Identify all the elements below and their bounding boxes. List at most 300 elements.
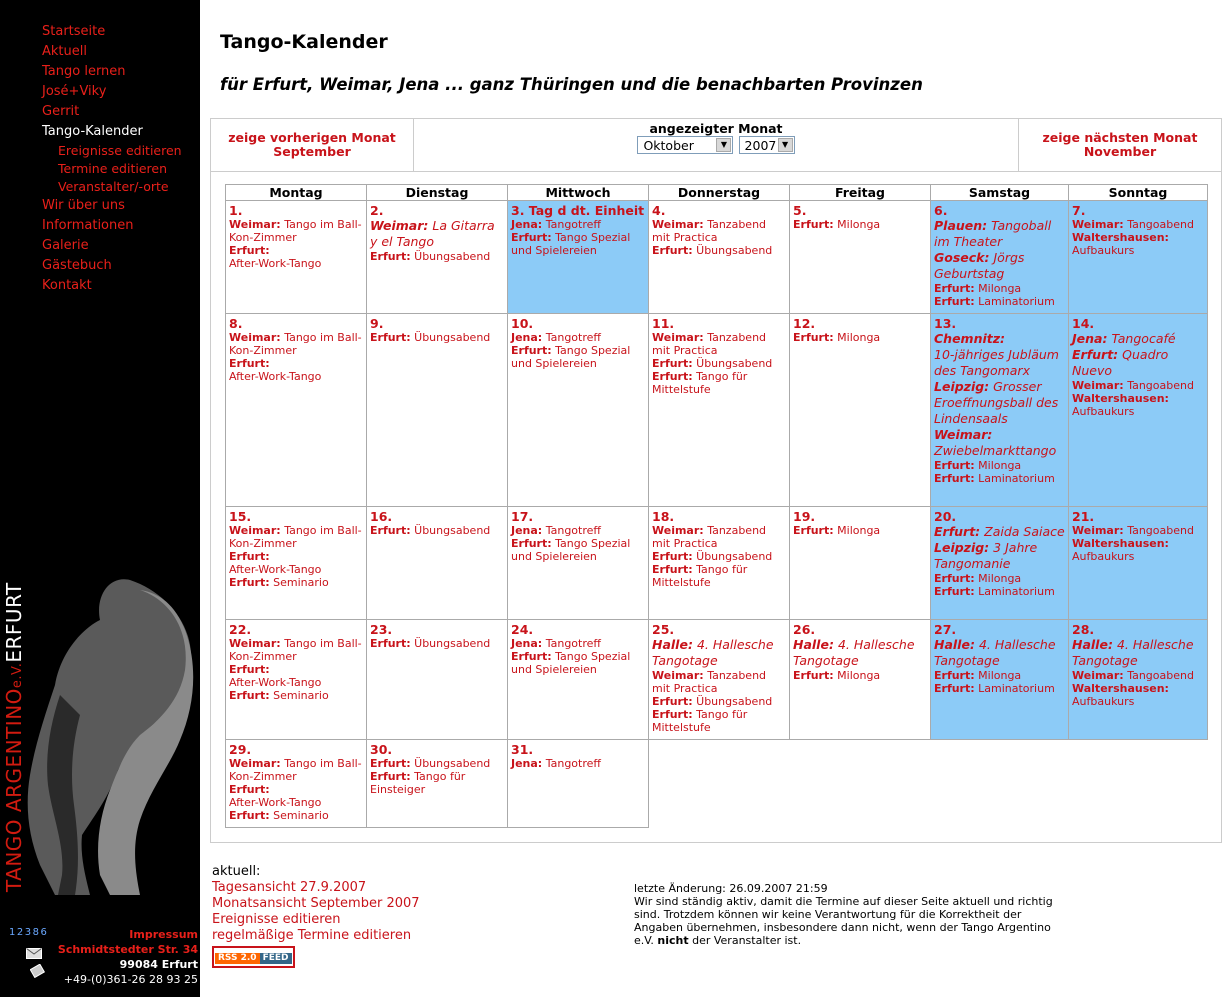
event-place: Erfurt: [934,295,975,308]
event-place: Weimar: [370,218,429,233]
nav-kontakt[interactable]: Kontakt [42,278,92,293]
calendar-week [226,740,1208,828]
event-place: Erfurt: [511,231,552,244]
event-entry[interactable] [511,231,645,257]
day-number[interactable]: 24. [511,622,534,637]
nav-gerrit[interactable]: Gerrit [42,104,80,119]
day-cell-weekend[interactable] [931,620,1069,740]
day-number[interactable]: 18. [652,509,675,524]
main-nav [42,22,182,296]
weekday-header: Donnerstag [649,185,790,201]
event-title: After-Work-Tango [229,370,322,383]
day-cell[interactable] [226,314,367,507]
nav-tango-lernen[interactable]: Tango lernen [42,64,126,79]
day-number[interactable]: 27. [934,622,957,637]
event-place: Erfurt: [229,689,270,702]
event-entry[interactable] [511,537,645,563]
edit-recurring-link[interactable]: regelmäßige Termine editieren [212,928,412,943]
disclaimer-text [634,895,1054,947]
event-title: After-Work-Tango [229,563,322,576]
event-entry[interactable] [652,331,786,357]
tango-dancers-silhouette [0,575,200,895]
event-place: Erfurt: [511,344,552,357]
day-cell-weekend[interactable] [1069,620,1208,740]
event-entry[interactable] [652,370,786,396]
day-number[interactable]: 26. [793,622,816,637]
weekday-header: Freitag [790,185,931,201]
event-place: Erfurt: [229,576,270,589]
brand-vertical [2,582,26,892]
impressum-link[interactable]: Impressum [129,928,198,941]
day-view-link[interactable]: Tagesansicht 27.9.2007 [212,880,367,895]
event-entry[interactable] [652,695,786,708]
weekday-header: Sonntag [1069,185,1208,201]
special-event-entry[interactable] [934,524,1065,540]
day-cell[interactable] [790,314,931,507]
day-cell[interactable] [226,201,367,314]
event-entry[interactable] [229,663,363,689]
event-entry[interactable] [652,218,786,244]
nav-galerie[interactable]: Galerie [42,238,89,253]
event-place: Erfurt: [1072,347,1119,362]
event-entry[interactable] [511,218,645,231]
special-event-entry[interactable] [1072,331,1204,347]
event-place: Weimar: [652,669,704,682]
nav-termine-editieren[interactable]: Termine editieren [58,161,167,176]
event-title: Tango für Mittelstufe [652,708,748,734]
last-change: letzte Änderung: 26.09.2007 21:59 [634,882,828,895]
event-entry[interactable] [229,244,363,270]
day-cell[interactable] [790,201,931,314]
event-entry[interactable] [229,218,363,244]
calendar-week [226,314,1208,507]
event-place: Weimar: [1072,524,1124,537]
event-title: Tanzabend mit Practica [652,331,767,357]
event-entry[interactable] [229,689,363,702]
day-number[interactable]: 21. [1072,509,1095,524]
event-entry[interactable] [652,244,786,257]
day-cell[interactable] [649,314,790,507]
day-number[interactable]: 10. [511,316,534,331]
day-cell[interactable] [367,740,508,828]
event-place: Erfurt: [652,695,693,708]
day-number[interactable]: 28. [1072,622,1095,637]
event-place: Waltershausen: [1072,682,1169,695]
event-entry[interactable] [793,218,927,231]
event-place: Erfurt: [934,682,975,695]
day-cell-weekend[interactable] [931,201,1069,314]
dropdown-arrow-icon: ▼ [716,138,731,152]
special-event-entry[interactable] [934,331,1065,379]
event-entry[interactable] [652,708,786,734]
special-event-entry[interactable] [934,637,1065,669]
mail-icon[interactable] [26,948,42,959]
event-place: Erfurt: [370,331,411,344]
event-title: Grosser Eroeffnungsball des Lindensaals [934,379,1059,426]
dropdown-arrow-icon: ▼ [778,138,793,152]
event-place: Weimar: [1072,669,1124,682]
event-place: Erfurt: [229,357,270,370]
edit-events-link[interactable]: Ereignisse editieren [212,912,341,927]
nav-startseite[interactable]: Startseite [42,24,106,39]
event-entry[interactable] [934,472,1065,485]
event-entry[interactable] [652,669,786,695]
event-entry[interactable] [793,669,927,682]
event-place: Jena: [511,524,543,537]
day-number[interactable]: 22. [229,622,252,637]
event-title: Tango für Einsteiger [370,770,466,796]
calendar-week [226,507,1208,620]
event-entry[interactable] [934,282,1065,295]
brand-part1: TANGO ARGENTINO [2,688,26,892]
event-title: Milonga [978,669,1022,682]
event-place: Halle: [793,637,834,652]
calendar-week [226,201,1208,314]
event-title: Tangocafé [1111,331,1176,346]
weekday-header: Samstag [931,185,1069,201]
event-place: Halle: [934,637,975,652]
event-entry[interactable] [229,637,363,663]
event-title: Tanzabend mit Practica [652,218,767,244]
day-number[interactable]: 23. [370,622,393,637]
day-cell-holiday[interactable] [508,201,649,314]
event-place: Erfurt: [229,783,270,796]
event-title: Übungsabend [414,331,491,344]
brand-part3: ERFURT [2,582,26,663]
day-number[interactable]: 5. [793,203,807,218]
event-entry[interactable] [1072,682,1204,708]
event-entry[interactable] [370,770,504,796]
event-entry[interactable] [1072,524,1204,537]
nav-jose-viky[interactable]: José+Viky [42,84,107,99]
event-entry[interactable] [1072,379,1204,392]
event-title: Milonga [978,572,1022,585]
event-place: Erfurt: [511,537,552,550]
event-title: Übungsabend [414,757,491,770]
event-title: Zwiebelmarkttango [934,443,1057,458]
event-title: Tangoball im Theater [934,218,1052,249]
nav-wir-ueber-uns[interactable]: Wir über uns [42,198,125,213]
day-cell-weekend[interactable] [1069,314,1208,507]
day-number[interactable]: 15. [229,509,252,524]
empty-cell [1069,740,1208,828]
special-event-entry[interactable] [1072,347,1204,379]
aktuell-label: aktuell: [212,864,261,879]
day-cell[interactable] [790,620,931,740]
event-title: Milonga [978,459,1022,472]
event-place: Leipzig: [934,540,990,555]
special-event-entry[interactable] [652,637,786,669]
event-entry[interactable] [511,524,645,537]
event-entry[interactable] [934,295,1065,308]
event-title: Aufbaukurs [1072,695,1135,708]
event-place: Erfurt: [229,550,270,563]
next-month-line2: November [1083,144,1157,159]
event-place: Erfurt: [793,218,834,231]
event-entry[interactable] [511,757,645,770]
rss-badge-left: RSS 2.0 [215,953,260,964]
event-title: After-Work-Tango [229,796,322,809]
day-cell[interactable] [367,314,508,507]
event-place: Erfurt: [934,669,975,682]
event-place: Erfurt: [229,809,270,822]
address-city: 99084 Erfurt [119,958,198,971]
event-title: Laminatorium [978,682,1055,695]
event-entry[interactable] [229,576,363,589]
prev-month-line1: zeige vorherigen Monat [228,130,396,145]
event-title: Tangoabend [1127,218,1194,231]
event-entry[interactable] [793,524,927,537]
next-month-line1: zeige nächsten Monat [1042,130,1198,145]
day-cell[interactable] [367,507,508,620]
day-cell[interactable] [508,507,649,620]
vcard-icon[interactable] [30,964,46,978]
event-place: Jena: [511,218,543,231]
event-title: Tangoabend [1127,379,1194,392]
event-title: Tangotreff [545,637,601,650]
page-subtitle: für Erfurt, Weimar, Jena ... ganz Thüringen und die benachbarten Provinzen [220,75,923,94]
event-entry[interactable] [511,637,645,650]
event-entry[interactable] [370,637,504,650]
day-number[interactable]: 31. [511,742,534,757]
event-title: Übungsabend [696,357,773,370]
event-title: 4. Hallesche Tangotage [934,637,1056,668]
day-number[interactable]: 9. [370,316,384,331]
address-phone: +49-(0)361-26 28 93 25 [63,973,198,986]
event-title: Milonga [978,282,1022,295]
event-place: Plauen: [934,218,988,233]
event-place: Erfurt: [793,669,834,682]
prev-month-line2: September [273,144,351,159]
event-entry[interactable] [229,757,363,783]
day-number[interactable]: 12. [793,316,816,331]
special-event-entry[interactable] [934,427,1065,459]
day-cell[interactable] [790,507,931,620]
month-select[interactable] [637,136,733,154]
day-number[interactable]: 16. [370,509,393,524]
event-place: Erfurt: [934,585,975,598]
day-cell-weekend[interactable] [931,507,1069,620]
day-number[interactable]: 6. [934,203,948,218]
event-place: Weimar: [229,637,281,650]
event-entry[interactable] [511,650,645,676]
visitor-counter: 12386 [9,927,49,938]
month-view-link[interactable]: Monatsansicht September 2007 [212,896,420,911]
event-title: Übungsabend [414,524,491,537]
day-number[interactable]: 8. [229,316,243,331]
special-event-entry[interactable] [934,379,1065,427]
day-number[interactable]: 29. [229,742,252,757]
special-event-entry[interactable] [370,218,504,250]
event-title: Tango Spezial und Spielereien [511,650,631,676]
weekday-header: Mittwoch [508,185,649,201]
day-cell[interactable] [226,507,367,620]
event-place: Erfurt: [934,459,975,472]
event-title: Tanzabend mit Practica [652,669,767,695]
event-place: Erfurt: [652,550,693,563]
event-place: Waltershausen: [1072,537,1169,550]
event-entry[interactable] [1072,669,1204,682]
event-title: Übungsabend [696,550,773,563]
event-title: 10-jähriges Jubläum des Tangomarx [934,347,1059,378]
day-number[interactable]: 14. [1072,316,1095,331]
event-title: Milonga [837,218,881,231]
day-cell[interactable] [649,507,790,620]
footer-links [212,864,420,968]
day-cell-weekend[interactable] [1069,201,1208,314]
nav-informationen[interactable]: Informationen [42,218,134,233]
special-event-entry[interactable] [934,540,1065,572]
event-title: Übungsabend [696,244,773,257]
event-title: Milonga [837,669,881,682]
event-place: Leipzig: [934,379,990,394]
event-entry[interactable] [652,357,786,370]
day-cell[interactable] [508,314,649,507]
event-entry[interactable] [1072,218,1204,231]
year-select[interactable] [739,136,795,154]
event-place: Erfurt: [934,472,975,485]
event-entry[interactable] [229,357,363,383]
footer-disclaimer [634,882,1054,947]
event-title: Aufbaukurs [1072,550,1135,563]
event-entry[interactable] [370,331,504,344]
day-cell[interactable] [367,201,508,314]
event-title: Zaida Saiace [984,524,1065,539]
event-entry[interactable] [1072,231,1204,257]
special-event-entry[interactable] [934,250,1065,282]
event-entry[interactable] [652,550,786,563]
event-place: Erfurt: [652,370,693,383]
nav-ereignisse-editieren[interactable]: Ereignisse editieren [58,143,182,158]
event-place: Erfurt: [652,244,693,257]
nav-veranstalter-orte[interactable]: Veranstalter/-orte [58,179,169,194]
event-entry[interactable] [229,550,363,576]
event-title: Laminatorium [978,585,1055,598]
event-place: Jena: [1072,331,1108,346]
event-place: Halle: [1072,637,1113,652]
special-event-entry[interactable] [934,218,1065,250]
day-cell[interactable] [508,620,649,740]
day-number[interactable]: 20. [934,509,957,524]
next-month-link[interactable] [1018,119,1221,171]
day-number[interactable]: 25. [652,622,675,637]
day-number[interactable]: 3. Tag d dt. Einheit [511,203,645,218]
day-number[interactable]: 19. [793,509,816,524]
day-number[interactable]: 7. [1072,203,1086,218]
disclaimer-bold: nicht [657,934,689,947]
event-entry[interactable] [370,250,504,263]
brand-part2: e.V. [10,662,25,689]
event-entry[interactable] [934,585,1065,598]
event-entry[interactable] [1072,392,1204,418]
event-place: Erfurt: [370,757,411,770]
rss-feed-badge[interactable] [212,946,295,968]
event-entry[interactable] [370,757,504,770]
event-entry[interactable] [511,344,645,370]
day-cell[interactable] [649,201,790,314]
event-entry[interactable] [652,524,786,550]
event-title: Tango im Ball-Kon-Zimmer [229,637,362,663]
event-place: Weimar: [934,427,993,442]
event-title: Tango Spezial und Spielereien [511,344,631,370]
event-title: Übungsabend [414,637,491,650]
day-number[interactable]: 4. [652,203,666,218]
event-title: Tangoabend [1127,669,1194,682]
event-title: Seminario [273,689,329,702]
event-title: La Gitarra y el Tango [370,218,495,249]
event-entry[interactable] [934,572,1065,585]
day-cell[interactable] [367,620,508,740]
day-cell-weekend[interactable] [931,314,1069,507]
event-place: Erfurt: [229,663,270,676]
event-place: Jena: [511,757,543,770]
event-place: Weimar: [652,331,704,344]
event-title: 4. Hallesche Tangotage [1072,637,1194,668]
day-number[interactable]: 2. [370,203,384,218]
event-place: Waltershausen: [1072,392,1169,405]
event-entry[interactable] [934,682,1065,695]
event-entry[interactable] [370,524,504,537]
day-number[interactable]: 11. [652,316,675,331]
event-place: Erfurt: [652,357,693,370]
event-entry[interactable] [511,331,645,344]
nav-aktuell[interactable]: Aktuell [42,44,87,59]
nav-gaestebuch[interactable]: Gästebuch [42,258,112,273]
special-event-entry[interactable] [793,637,927,669]
event-entry[interactable] [793,331,927,344]
nav-tango-kalender[interactable]: Tango-Kalender [42,124,143,139]
day-cell[interactable] [649,620,790,740]
day-number[interactable]: 17. [511,509,534,524]
event-entry[interactable] [229,524,363,550]
day-number[interactable]: 30. [370,742,393,757]
event-entry[interactable] [934,669,1065,682]
sidebar [0,0,200,997]
event-title: Tangotreff [545,524,601,537]
event-title: Seminario [273,809,329,822]
calendar-table [225,184,1208,828]
event-entry[interactable] [934,459,1065,472]
event-entry[interactable] [652,563,786,589]
event-place: Weimar: [229,218,281,231]
event-entry[interactable] [229,809,363,822]
day-number[interactable]: 1. [229,203,243,218]
special-event-entry[interactable] [1072,637,1204,669]
day-cell[interactable] [226,740,367,828]
prev-month-link[interactable] [211,119,414,171]
event-title: Tango Spezial und Spielereien [511,231,631,257]
event-place: Erfurt: [934,282,975,295]
event-entry[interactable] [229,331,363,357]
day-cell[interactable] [226,620,367,740]
event-place: Weimar: [229,757,281,770]
event-entry[interactable] [1072,537,1204,563]
event-title: 4. Hallesche Tangotage [793,637,915,668]
event-place: Halle: [652,637,693,652]
event-title: Tango für Mittelstufe [652,563,748,589]
event-entry[interactable] [229,783,363,809]
event-title: Tango für Mittelstufe [652,370,748,396]
event-title: Seminario [273,576,329,589]
event-place: Weimar: [229,331,281,344]
event-title: Tangoabend [1127,524,1194,537]
event-place: Weimar: [229,524,281,537]
day-cell-weekend[interactable] [1069,507,1208,620]
event-title: Tango Spezial und Spielereien [511,537,631,563]
day-cell[interactable] [508,740,649,828]
day-number[interactable]: 13. [934,316,957,331]
event-title: Übungsabend [696,695,773,708]
